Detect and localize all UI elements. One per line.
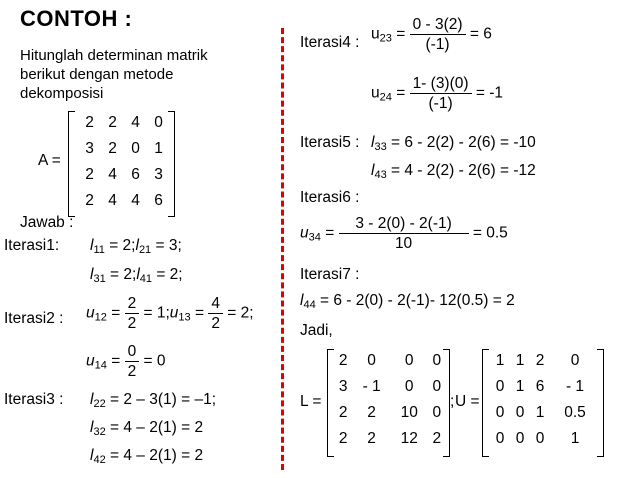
matrix-cell: 0 [570, 352, 580, 369]
fraction-u23 [410, 15, 466, 54]
matrix-cell: 0 [154, 114, 163, 131]
matrix-cell: 0 [515, 430, 525, 447]
equals-sign: = [194, 304, 205, 322]
iterasi-4-label: Iterasi4 : [300, 34, 360, 51]
subscript: 22 [93, 398, 106, 410]
matrix-cell: 2 [85, 114, 94, 131]
iterasi-5-row-1 [371, 134, 536, 153]
matrix-cell: 4 [131, 192, 140, 209]
denominator: 2 [125, 361, 140, 381]
subscript: 43 [374, 169, 387, 181]
column-divider [281, 28, 284, 470]
matrix-u-left-bracket [482, 349, 489, 457]
subscript: 31 [93, 273, 106, 285]
matrix-cell: 1 [154, 140, 163, 157]
matrix-cell: 2 [432, 430, 442, 447]
matrix-cell: 6 [535, 378, 545, 395]
matrix-cell: 0 [404, 378, 414, 395]
subscript: 23 [379, 32, 392, 45]
matrix-l-left-bracket [327, 349, 334, 457]
subscript: 32 [93, 426, 106, 438]
fraction-u14 [125, 342, 140, 381]
numerator: 0 - 3(2) [412, 16, 463, 33]
fraction-u12 [125, 294, 140, 333]
denominator: (-1) [410, 93, 472, 113]
matrix-separator: ; [450, 393, 455, 410]
matrix-a-left-bracket [68, 111, 75, 217]
var-l: l [135, 237, 139, 254]
var-l: l [300, 292, 304, 309]
matrix-cell: 3 [85, 140, 94, 157]
equals-sign: = [396, 84, 406, 102]
var-l: l [90, 447, 94, 464]
matrix-u-row [490, 374, 600, 400]
var-u: u [86, 304, 95, 322]
iterasi-6-label: Iterasi6 : [300, 189, 360, 206]
iterasi-3-row-2 [90, 419, 203, 438]
equation-rhs: = 2; [110, 266, 137, 283]
matrix-cell: 0 [495, 378, 505, 395]
iterasi-1-row-2 [90, 266, 183, 285]
iterasi-6-row-1 [300, 214, 508, 253]
matrix-cell: 0 [535, 430, 545, 447]
matrix-cell: 0 [131, 140, 140, 157]
matrix-cell: 6 [131, 166, 140, 183]
matrix-l-row [334, 426, 446, 452]
equation-rhs: = 6 - 2(0) - 2(-1)- 12(0.5) = 2 [320, 292, 515, 309]
matrix-cell: 0 [404, 352, 414, 369]
matrix-u-row [490, 400, 600, 426]
matrix-cell: 6 [154, 192, 163, 209]
matrix-a-label: A = [38, 152, 61, 169]
matrix-u-row [490, 426, 600, 452]
matrix-l-row [334, 348, 446, 374]
var-l: l [90, 419, 94, 436]
iterasi-5-label: Iterasi5 : [300, 134, 360, 151]
problem-line-3: dekomposisi [20, 85, 104, 102]
fraction-u13 [208, 294, 223, 333]
numerator: 3 - 2(0) - 2(-1) [355, 215, 452, 232]
matrix-u-label: U = [455, 393, 480, 410]
matrix-cell: 4 [108, 166, 117, 183]
matrix-cell: 0 [432, 352, 442, 369]
equation-rhs: = 0 [143, 352, 166, 370]
matrix-cell: 4 [108, 192, 117, 209]
problem-line-2: berikut dengan metode [20, 66, 174, 83]
subscript: 13 [178, 311, 191, 324]
matrix-cell: 2 [338, 430, 348, 447]
var-u: u [86, 352, 95, 370]
jawab-label: Jawab : [20, 214, 74, 231]
fraction-u24 [410, 74, 472, 113]
page-title: CONTOH : [20, 6, 133, 31]
matrix-cell: - 1 [362, 378, 381, 395]
matrix-cell: 0 [515, 404, 525, 421]
subscript: 33 [374, 141, 387, 153]
iterasi-4-row-2 [371, 74, 503, 113]
numerator: 1- (3)(0) [412, 75, 469, 92]
subscript: 44 [303, 299, 316, 311]
matrix-cell: 2 [108, 140, 117, 157]
matrix-cell: 2 [108, 114, 117, 131]
iterasi-3-row-3 [90, 447, 203, 466]
iterasi-3-row-1 [90, 391, 216, 410]
matrix-cell: 10 [400, 404, 418, 421]
subscript: 34 [308, 231, 321, 244]
matrix-cell: 1 [535, 404, 545, 421]
equation-rhs: = 2 – 3(1) = –1; [110, 391, 217, 408]
var-l: l [371, 162, 375, 179]
equation-rhs: = 6 [469, 25, 492, 43]
matrix-cell: 2 [85, 192, 94, 209]
equation-rhs: = 2; [156, 266, 183, 283]
iterasi-4-row-1 [371, 15, 492, 54]
iterasi-2-row-1 [86, 294, 254, 333]
var-u: u [371, 84, 380, 102]
equation-rhs: = 0.5 [472, 224, 508, 242]
iterasi-2-label: Iterasi2 : [4, 310, 64, 327]
matrix-a-row [78, 162, 170, 188]
var-l: l [371, 134, 375, 151]
equation-rhs: = 4 – 2(1) = 2 [110, 419, 204, 436]
iterasi-2-row-2 [86, 342, 165, 381]
iterasi-5-row-2 [371, 162, 536, 181]
subscript: 41 [139, 273, 153, 285]
var-u: u [169, 304, 179, 322]
equation-rhs: = 4 - 2(2) - 2(6) = -12 [391, 162, 536, 179]
denominator: 2 [125, 313, 140, 333]
matrix-cell: 1 [495, 352, 505, 369]
equals-sign: = [396, 25, 406, 43]
subscript: 12 [94, 311, 107, 324]
matrix-cell: 2 [338, 404, 348, 421]
numerator: 0 [127, 343, 137, 360]
matrix-cell: - 1 [565, 378, 585, 395]
matrix-a-row [78, 136, 170, 162]
denominator: 10 [339, 233, 469, 253]
var-u: u [371, 25, 380, 43]
equals-sign: = [111, 352, 121, 370]
numerator: 2 [127, 295, 137, 312]
matrix-cell: 0.5 [564, 404, 586, 421]
matrix-cell: 12 [400, 430, 418, 447]
subscript: 42 [93, 454, 106, 466]
iterasi-1-row-1 [90, 237, 182, 256]
subscript: 24 [379, 91, 392, 104]
numerator: 4 [211, 295, 220, 312]
problem-line-1: Hitunglah determinan matrik [20, 47, 208, 64]
matrix-l-row [334, 400, 446, 426]
matrix-cell: 2 [535, 352, 545, 369]
matrix-a-row [78, 110, 170, 136]
iterasi-3-label: Iterasi3 : [4, 391, 64, 408]
equation-rhs: = 6 - 2(2) - 2(6) = -10 [391, 134, 536, 151]
matrix-cell: 0 [495, 404, 505, 421]
matrix-cell: 2 [338, 352, 348, 369]
matrix-cell: 2 [85, 166, 94, 183]
matrix-cell: 1 [570, 430, 580, 447]
matrix-a [78, 110, 170, 214]
matrix-l-label: L = [300, 393, 322, 410]
problem-statement [20, 46, 208, 103]
matrix-cell: 4 [131, 114, 140, 131]
equation-rhs: = 3; [155, 237, 182, 254]
var-u: u [300, 224, 309, 242]
matrix-cell: 0 [367, 352, 376, 369]
jadi-label: Jadi, [300, 322, 333, 339]
var-l: l [90, 391, 94, 408]
equation-rhs: = 2; [109, 237, 136, 254]
matrix-u [490, 348, 600, 452]
equals-sign: = [111, 304, 121, 322]
iterasi-7-row-1 [300, 292, 515, 311]
subscript: 14 [94, 359, 107, 372]
denominator: (-1) [410, 34, 466, 54]
matrix-a-row [78, 188, 170, 214]
matrix-cell: 0 [495, 430, 505, 447]
matrix-u-row [490, 348, 600, 374]
matrix-cell: 1 [515, 352, 525, 369]
equals-sign: = [325, 224, 335, 242]
equation-rhs: = -1 [475, 84, 503, 102]
var-l: l [136, 266, 140, 283]
matrix-cell: 3 [338, 378, 348, 395]
equation-rhs: = 2; [227, 304, 254, 322]
denominator: 2 [208, 313, 223, 333]
matrix-l-row [334, 374, 446, 400]
matrix-cell: 2 [367, 430, 376, 447]
matrix-cell: 0 [432, 378, 442, 395]
matrix-cell: 0 [432, 404, 442, 421]
subscript: 11 [93, 244, 105, 256]
iterasi-1-label: Iterasi1: [4, 237, 60, 254]
var-l: l [90, 266, 94, 283]
matrix-cell: 2 [367, 404, 376, 421]
fraction-u34 [339, 214, 469, 253]
matrix-cell: 3 [154, 166, 163, 183]
equation-rhs: = 4 – 2(1) = 2 [110, 447, 204, 464]
equation-rhs: = 1; [143, 304, 170, 322]
subscript: 21 [138, 244, 152, 256]
matrix-cell: 1 [515, 378, 525, 395]
matrix-l [334, 348, 446, 452]
iterasi-7-label: Iterasi7 : [300, 266, 360, 283]
var-l: l [90, 237, 94, 254]
